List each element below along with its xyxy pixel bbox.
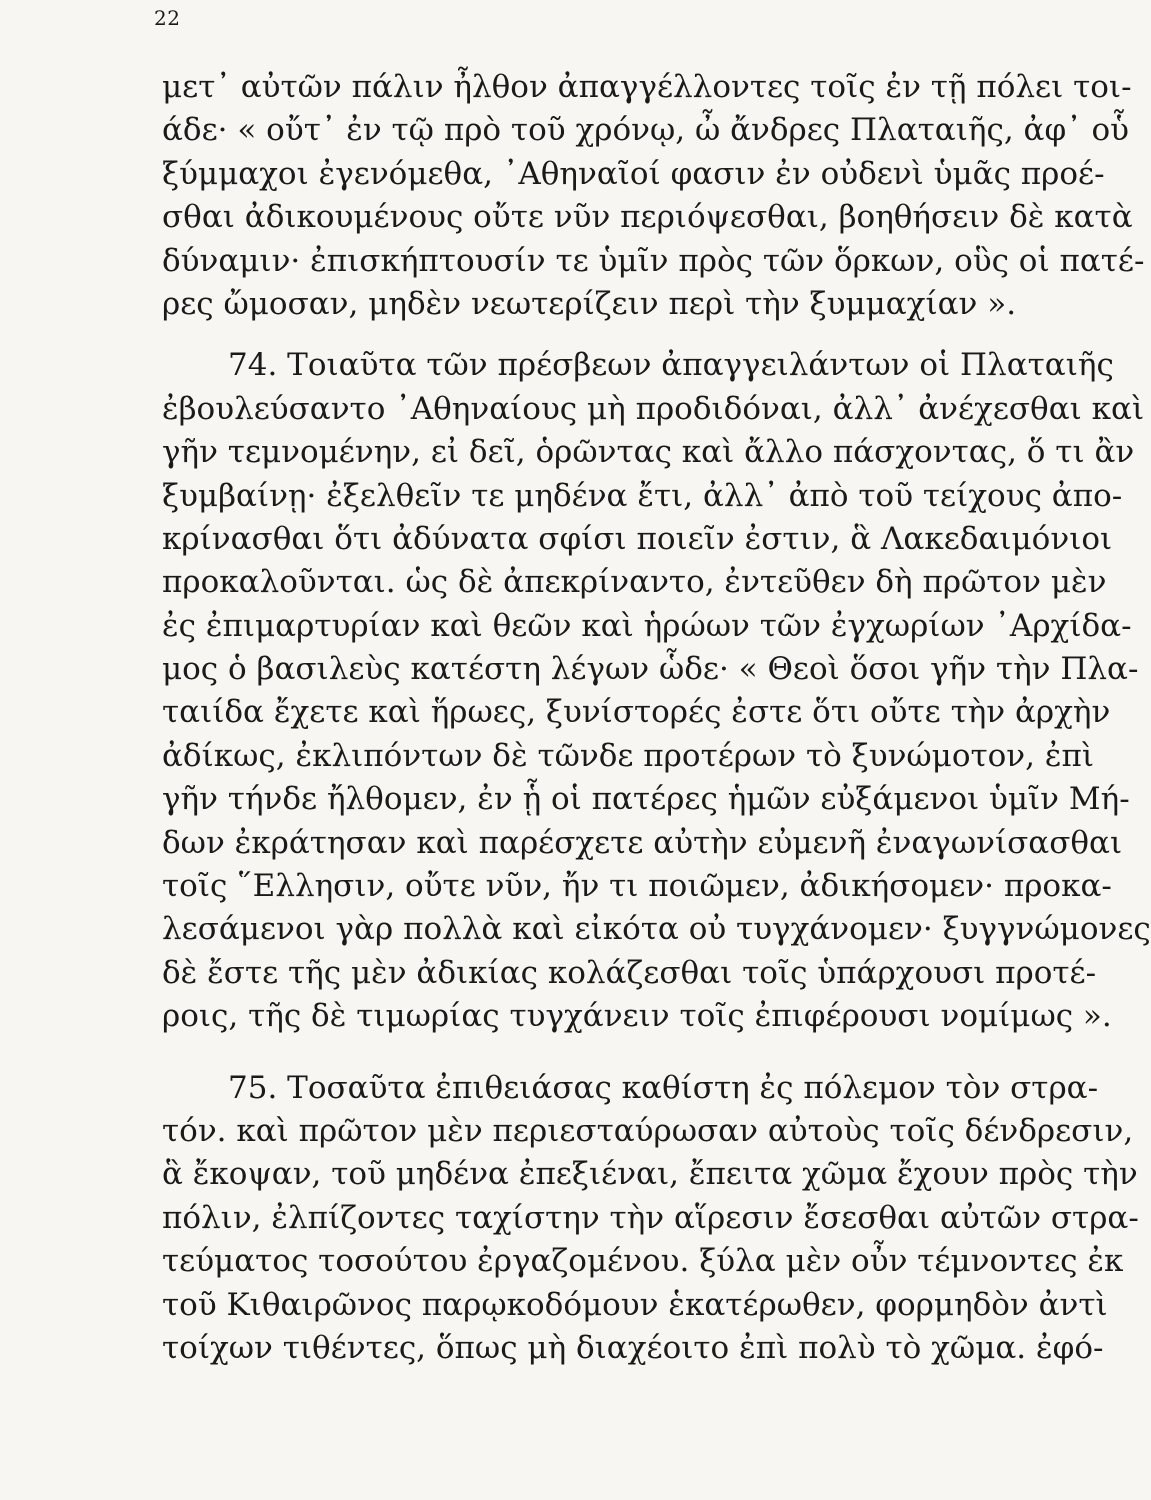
text-line: δὲ ἔστε τῆς μὲν ἀδικίας κολάζεσθαι τοῖς ὑπάρχουσι προτέ- [162, 954, 1097, 991]
text-line: προκαλοῦνται. ὡς δὲ ἀπεκρίναντο, ἐντεῦθεν δὴ πρῶτον μὲν [162, 564, 1107, 601]
paragraph-gap [162, 1039, 1020, 1067]
text-line: τοίχων τιθέντες, ὅπως μὴ διαχέοιτο ἐπὶ πολὺ τὸ χῶμα. ἐφό- [162, 1329, 1104, 1366]
text-line: ἃ ἔκοψαν, τοῦ μηδένα ἐπεξιέναι, ἔπειτα χῶμα ἔχουν πρὸς τὴν [162, 1156, 1138, 1193]
text-line: τοῦ Κιθαιρῶνος παρῳκοδόμουν ἑκατέρωθεν, φορμηδὸν ἀντὶ [162, 1286, 1108, 1323]
text-line: ξυμβαίνῃ· ἐξελθεῖν τε μηδένα ἔτι, ἀλλ᾽ ἀπὸ τοῦ τείχους ἀπο- [162, 477, 1123, 514]
text-line: ἐς ἐπιμαρτυρίαν καὶ θεῶν καὶ ἡρώων τῶν ἐγχωρίων ᾿Αρχίδα- [162, 607, 1132, 644]
text-line: μος ὁ βασιλεὺς κατέστη λέγων ὧδε· « Θεοὶ ὅσοι γῆν τὴν Πλα- [162, 651, 1139, 688]
text-line: 75. Τοσαῦτα ἐπιθειάσας καθίστη ἐς πόλεμον τὸν στρα- [228, 1069, 1099, 1106]
text-line: άδε· « οὔτ᾽ ἐν τῷ πρὸ τοῦ χρόνῳ, ὦ ἄνδρες Πλαταιῆς, ἀφ᾽ οὗ [162, 112, 1130, 149]
text-line: σθαι ἀδικουμένους οὔτε νῦν περιόψεσθαι, βοηθήσειν δὲ κατὰ [162, 199, 1133, 236]
page-number: 22 [154, 6, 181, 30]
text-line: τεύματος τοσούτου ἐργαζομένου. ξύλα μὲν οὖν τέμνοντες ἐκ [162, 1243, 1124, 1280]
text-line: ρες ὤμοσαν, μηδὲν νεωτερίζειν περὶ τὴν ξυμμαχίαν ». [162, 285, 1017, 322]
text-line: κρίνασθαι ὅτι ἀδύνατα σφίσι ποιεῖν ἐστιν, ἃ Λακεδαιμόνιοι [162, 520, 1113, 557]
paragraph-continuation [162, 66, 1145, 326]
text-line: ροις, τῆς δὲ τιμωρίας τυγχάνειν τοῖς ἐπιφέρουσι νομίμως ». [162, 998, 1112, 1035]
text-line: τόν. καὶ πρῶτον μὲν περιεσταύρωσαν αὐτοὺς τοῖς δένδρεσιν, [162, 1112, 1134, 1149]
text-line: ἐβουλεύσαντο ᾿Αθηναίους μὴ προδιδόναι, ἀλλ᾽ ἀνέχεσθαι καὶ [162, 390, 1145, 427]
paragraph-74 [162, 344, 1151, 1038]
text-line: ξύμμαχοι ἐγενόμεθα, ᾿Αθηναῖοί φασιν ἐν οὐδενὶ ὑμᾶς προέ- [162, 155, 1105, 192]
body-text [162, 66, 1151, 1370]
text-line: ἀδίκως, ἐκλιπόντων δὲ τῶνδε προτέρων τὸ ξυνώμοτον, ἐπὶ [162, 737, 1095, 774]
text-line: 74. Τοιαῦτα τῶν πρέσβεων ἀπαγγειλάντων οἱ Πλαταιῆς [228, 347, 1114, 384]
text-line: γῆν τεμνομένην, εἰ δεῖ, ὁρῶντας καὶ ἄλλο πάσχοντας, ὅ τι ἂν [162, 434, 1135, 471]
text-line: ταιίδα ἔχετε καὶ ἥρωες, ξυνίστορές ἐστε ὅτι οὔτε τὴν ἀρχὴν [162, 694, 1111, 731]
text-line: μετ᾽ αὐτῶν πάλιν ἦλθον ἀπαγγέλλοντες τοῖς ἐν τῇ πόλει τοι- [162, 69, 1132, 105]
paragraph-gap [162, 326, 1020, 344]
text-line: γῆν τήνδε ἤλθομεν, ἐν ᾗ οἱ πατέρες ἡμῶν εὐξάμενοι ὑμῖν Μή- [162, 781, 1130, 818]
text-line: δύναμιν· ἐπισκήπτουσίν τε ὑμῖν πρὸς τῶν ὅρκων, οὓς οἱ πατέ- [162, 242, 1145, 279]
text-line: τοῖς ῞Ελλησιν, οὔτε νῦν, ἤν τι ποιῶμεν, ἀδικήσομεν· προκα- [162, 868, 1112, 905]
text-line: δων ἐκράτησαν καὶ παρέσχετε αὐτὴν εὐμενῆ ἐναγωνίσασθαι [162, 824, 1123, 861]
paragraph-75 [162, 1067, 1139, 1371]
text-line: πόλιν, ἐλπίζοντες ταχίστην τὴν αἵρεσιν ἔσεσθαι αὐτῶν στρα- [162, 1199, 1139, 1236]
text-line: λεσάμενοι γὰρ πολλὰ καὶ εἰκότα οὐ τυγχάνομεν· ξυγγνώμονες [162, 911, 1151, 948]
